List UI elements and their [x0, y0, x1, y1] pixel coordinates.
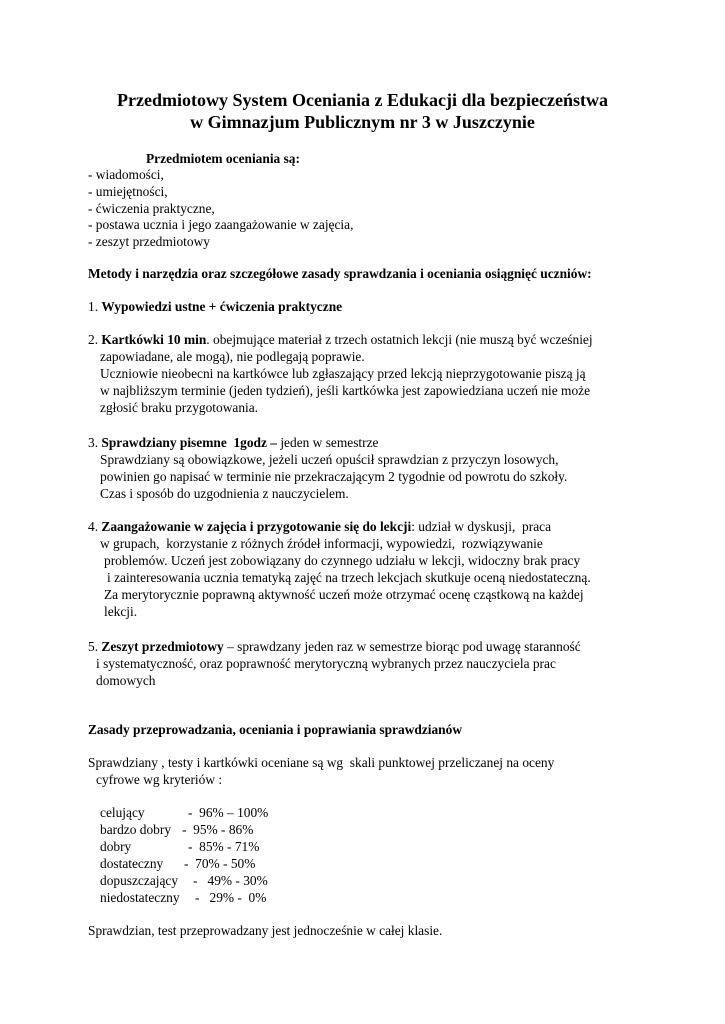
- item-text-line: problemów. Uczeń jest zobowiązany do czynnego udziału w lekcji, widoczny brak pracy: [104, 553, 581, 568]
- subject-item: - umiejętności,: [88, 184, 168, 199]
- item-2: [88, 331, 593, 348]
- item-text-line: Czas i sposób do uzgodnienia z nauczycielem.: [100, 486, 349, 501]
- item-text-line: zgłosić braku przygotowania.: [100, 400, 259, 415]
- item-text: – sprawdzany jeden raz w semestrze biorąc pod uwagę staranność: [223, 639, 581, 654]
- item-number: 2.: [88, 332, 102, 347]
- grade-name: celujący: [100, 805, 145, 820]
- item-title: Zeszyt przedmiotowy: [101, 639, 224, 654]
- item-text: jeden w semestrze: [276, 435, 379, 450]
- grade-name: dopuszczający: [100, 873, 179, 888]
- grade-range: - 49% - 30%: [193, 873, 268, 888]
- grade-name: dobry: [100, 839, 132, 854]
- item-text-line: powinien go napisać w terminie nie przekraczającym 2 tygodnie od powrotu do szkoły.: [100, 469, 568, 484]
- document-title-line-2: w Gimnazjum Publicznym nr 3 w Juszczynie: [190, 112, 535, 132]
- subject-item: - ćwiczenia praktyczne,: [88, 201, 215, 216]
- rules-heading: Zasady przeprowadzania, oceniania i poprawiania sprawdzianów: [88, 722, 462, 737]
- item-title: Wypowiedzi ustne + ćwiczenia praktyczne: [101, 299, 343, 314]
- item-number: 5.: [88, 639, 102, 654]
- document-title-line-1: Przedmiotowy System Oceniania z Edukacji dla bezpieczeństwa: [117, 90, 608, 110]
- item-5: [88, 638, 581, 655]
- item-title: Zaangażowanie w zajęcia i przygotowanie się do lekcji: [101, 519, 412, 534]
- item-text-line: lekcji.: [104, 604, 138, 619]
- item-4: [88, 518, 551, 535]
- grade-name: bardzo dobry: [100, 822, 172, 837]
- final-note: Sprawdzian, test przeprowadzany jest jednocześnie w całej klasie.: [88, 923, 443, 938]
- item-1: [88, 298, 342, 315]
- grade-name: dostateczny: [100, 856, 164, 871]
- grade-range: - 70% - 50%: [184, 856, 256, 871]
- item-title: Kartkówki 10 min: [101, 332, 207, 347]
- item-text-line: w grupach, korzystanie z różnych źródeł informacji, wypowiedzi, rozwiązywanie: [100, 536, 543, 551]
- grade-range: - 29% - 0%: [195, 890, 267, 905]
- grade-range: - 85% - 71%: [188, 839, 260, 854]
- rules-text: cyfrowe wg kryteriów :: [96, 772, 223, 787]
- methods-heading: Metody i narzędzia oraz szczegółowe zasady sprawdzania i oceniania osiągnięć uczniów:: [88, 266, 592, 281]
- subjects-heading: Przedmiotem oceniania są:: [146, 151, 300, 166]
- grade-range: - 96% – 100%: [188, 805, 269, 820]
- grade-name: niedostateczny: [100, 890, 180, 905]
- item-text: : udział w dyskusji, praca: [411, 519, 552, 534]
- grade-range: - 95% - 86%: [182, 822, 254, 837]
- subject-item: - postawa ucznia i jego zaangażowanie w zajęcia,: [88, 217, 354, 232]
- item-text-line: domowych: [96, 673, 156, 688]
- item-title: Sprawdziany pisemne 1godz –: [101, 435, 277, 450]
- item-3: [88, 434, 379, 451]
- rules-text: Sprawdziany , testy i kartkówki oceniane są wg skali punktowej przeliczanej na oceny: [88, 755, 555, 770]
- item-text-line: i systematyczność, oraz poprawność merytoryczną wybranych przez nauczyciela prac: [96, 656, 556, 671]
- item-text-line: w najbliższym terminie (jeden tydzień), jeśli kartkówka jest zapowiedziana uczeń nie może: [100, 383, 591, 398]
- subject-item: - zeszyt przedmiotowy: [88, 234, 210, 249]
- subject-item: - wiadomości,: [88, 167, 164, 182]
- item-text-line: Uczniowie nieobecni na kartkówce lub zgłaszający przed lekcją nieprzygotowanie piszą ją: [100, 366, 586, 381]
- item-text-line: zapowiadane, ale mogą), nie podlegają poprawie.: [100, 349, 365, 364]
- item-text: . obejmujące materiał z trzech ostatnich lekcji (nie muszą być wcześniej: [206, 332, 593, 347]
- item-text-line: Za merytorycznie poprawną aktywność uczeń może otrzymać ocenę cząstkową na każdej: [104, 587, 584, 602]
- item-text-line: Sprawdziany są obowiązkowe, jeżeli uczeń opuścił sprawdzian z przyczyn losowych,: [100, 452, 559, 467]
- item-number: 4.: [88, 519, 102, 534]
- item-number: 1.: [88, 299, 102, 314]
- item-text-line: i zainteresowania ucznia tematyką zajęć na trzech lekcjach skutkuje oceną niedostateczną.: [107, 570, 591, 585]
- item-number: 3.: [88, 435, 102, 450]
